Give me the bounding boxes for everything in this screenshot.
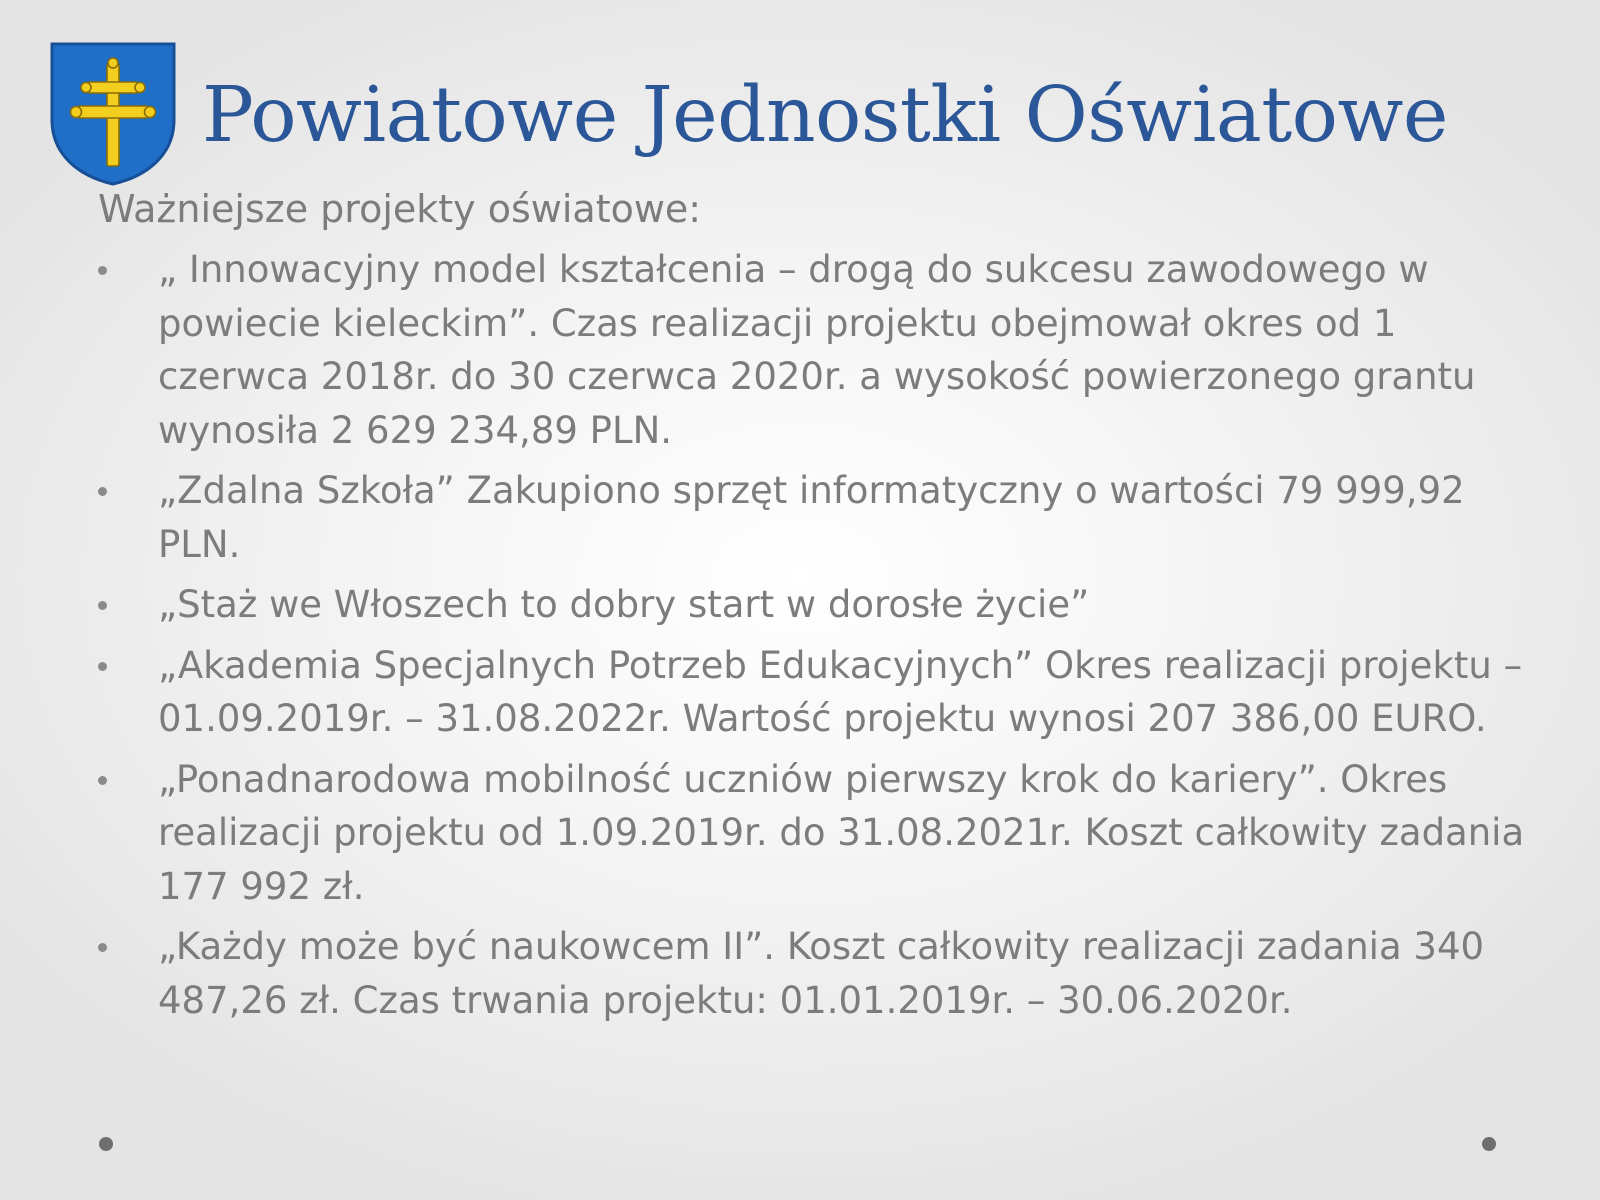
list-item [98,464,1538,571]
bullet-icon [98,601,107,610]
list-item-text: „Staż we Włoszech to dobry start w dorosłe życie” [158,583,1090,626]
list-item [98,639,1538,746]
decorative-dot-icon [99,1137,113,1151]
list-item-text: „Zdalna Szkoła” Zakupiono sprzęt informatyczny o wartości 79 999,92 PLN. [158,469,1465,566]
list-item-text: „Każdy może być naukowcem II”. Koszt całkowity realizacji zadania 340 487,26 zł. Czas trwania projektu: 01.01.2019r. – 30.06.2020r. [158,925,1485,1022]
coat-of-arms-icon [50,42,176,186]
list-item-text: „Ponadnarodowa mobilność uczniów pierwszy krok do kariery”. Okres realizacji projektu od 1.09.2019r. do 31.08.2021r. Koszt całkowity zadania 177 992 zł. [158,757,1525,908]
list-item-text: „ Innowacyjny model kształcenia – drogą do sukcesu zawodowego w powiecie kieleckim”. Czas realizacji projektu obejmował okres od 1 czerwca 2018r. do 30 czerwca 2020r. a wysokość powierzonego grantu wynosiła 2 629 234,89 PLN. [158,248,1476,452]
slide-content [98,182,1538,1034]
bullet-icon [98,776,107,785]
bullet-icon [98,943,107,952]
list-item [98,578,1538,632]
bullet-icon [98,266,107,275]
list-item [98,243,1538,457]
list-item [98,753,1538,914]
bullet-icon [98,487,107,496]
decorative-dot-icon [1482,1137,1496,1151]
slide-title: Powiatowe Jednostki Oświatowe [202,71,1448,160]
list-item-text: „Akademia Specjalnych Potrzeb Edukacyjnych” Okres realizacji projektu – 01.09.2019r. – 31.08.2022r. Wartość projektu wynosi 207 386,00 EURO. [158,643,1523,740]
section-subtitle: Ważniejsze projekty oświatowe: [98,187,702,231]
project-list [98,243,1538,1027]
list-item [98,920,1538,1027]
bullet-icon [98,662,107,671]
